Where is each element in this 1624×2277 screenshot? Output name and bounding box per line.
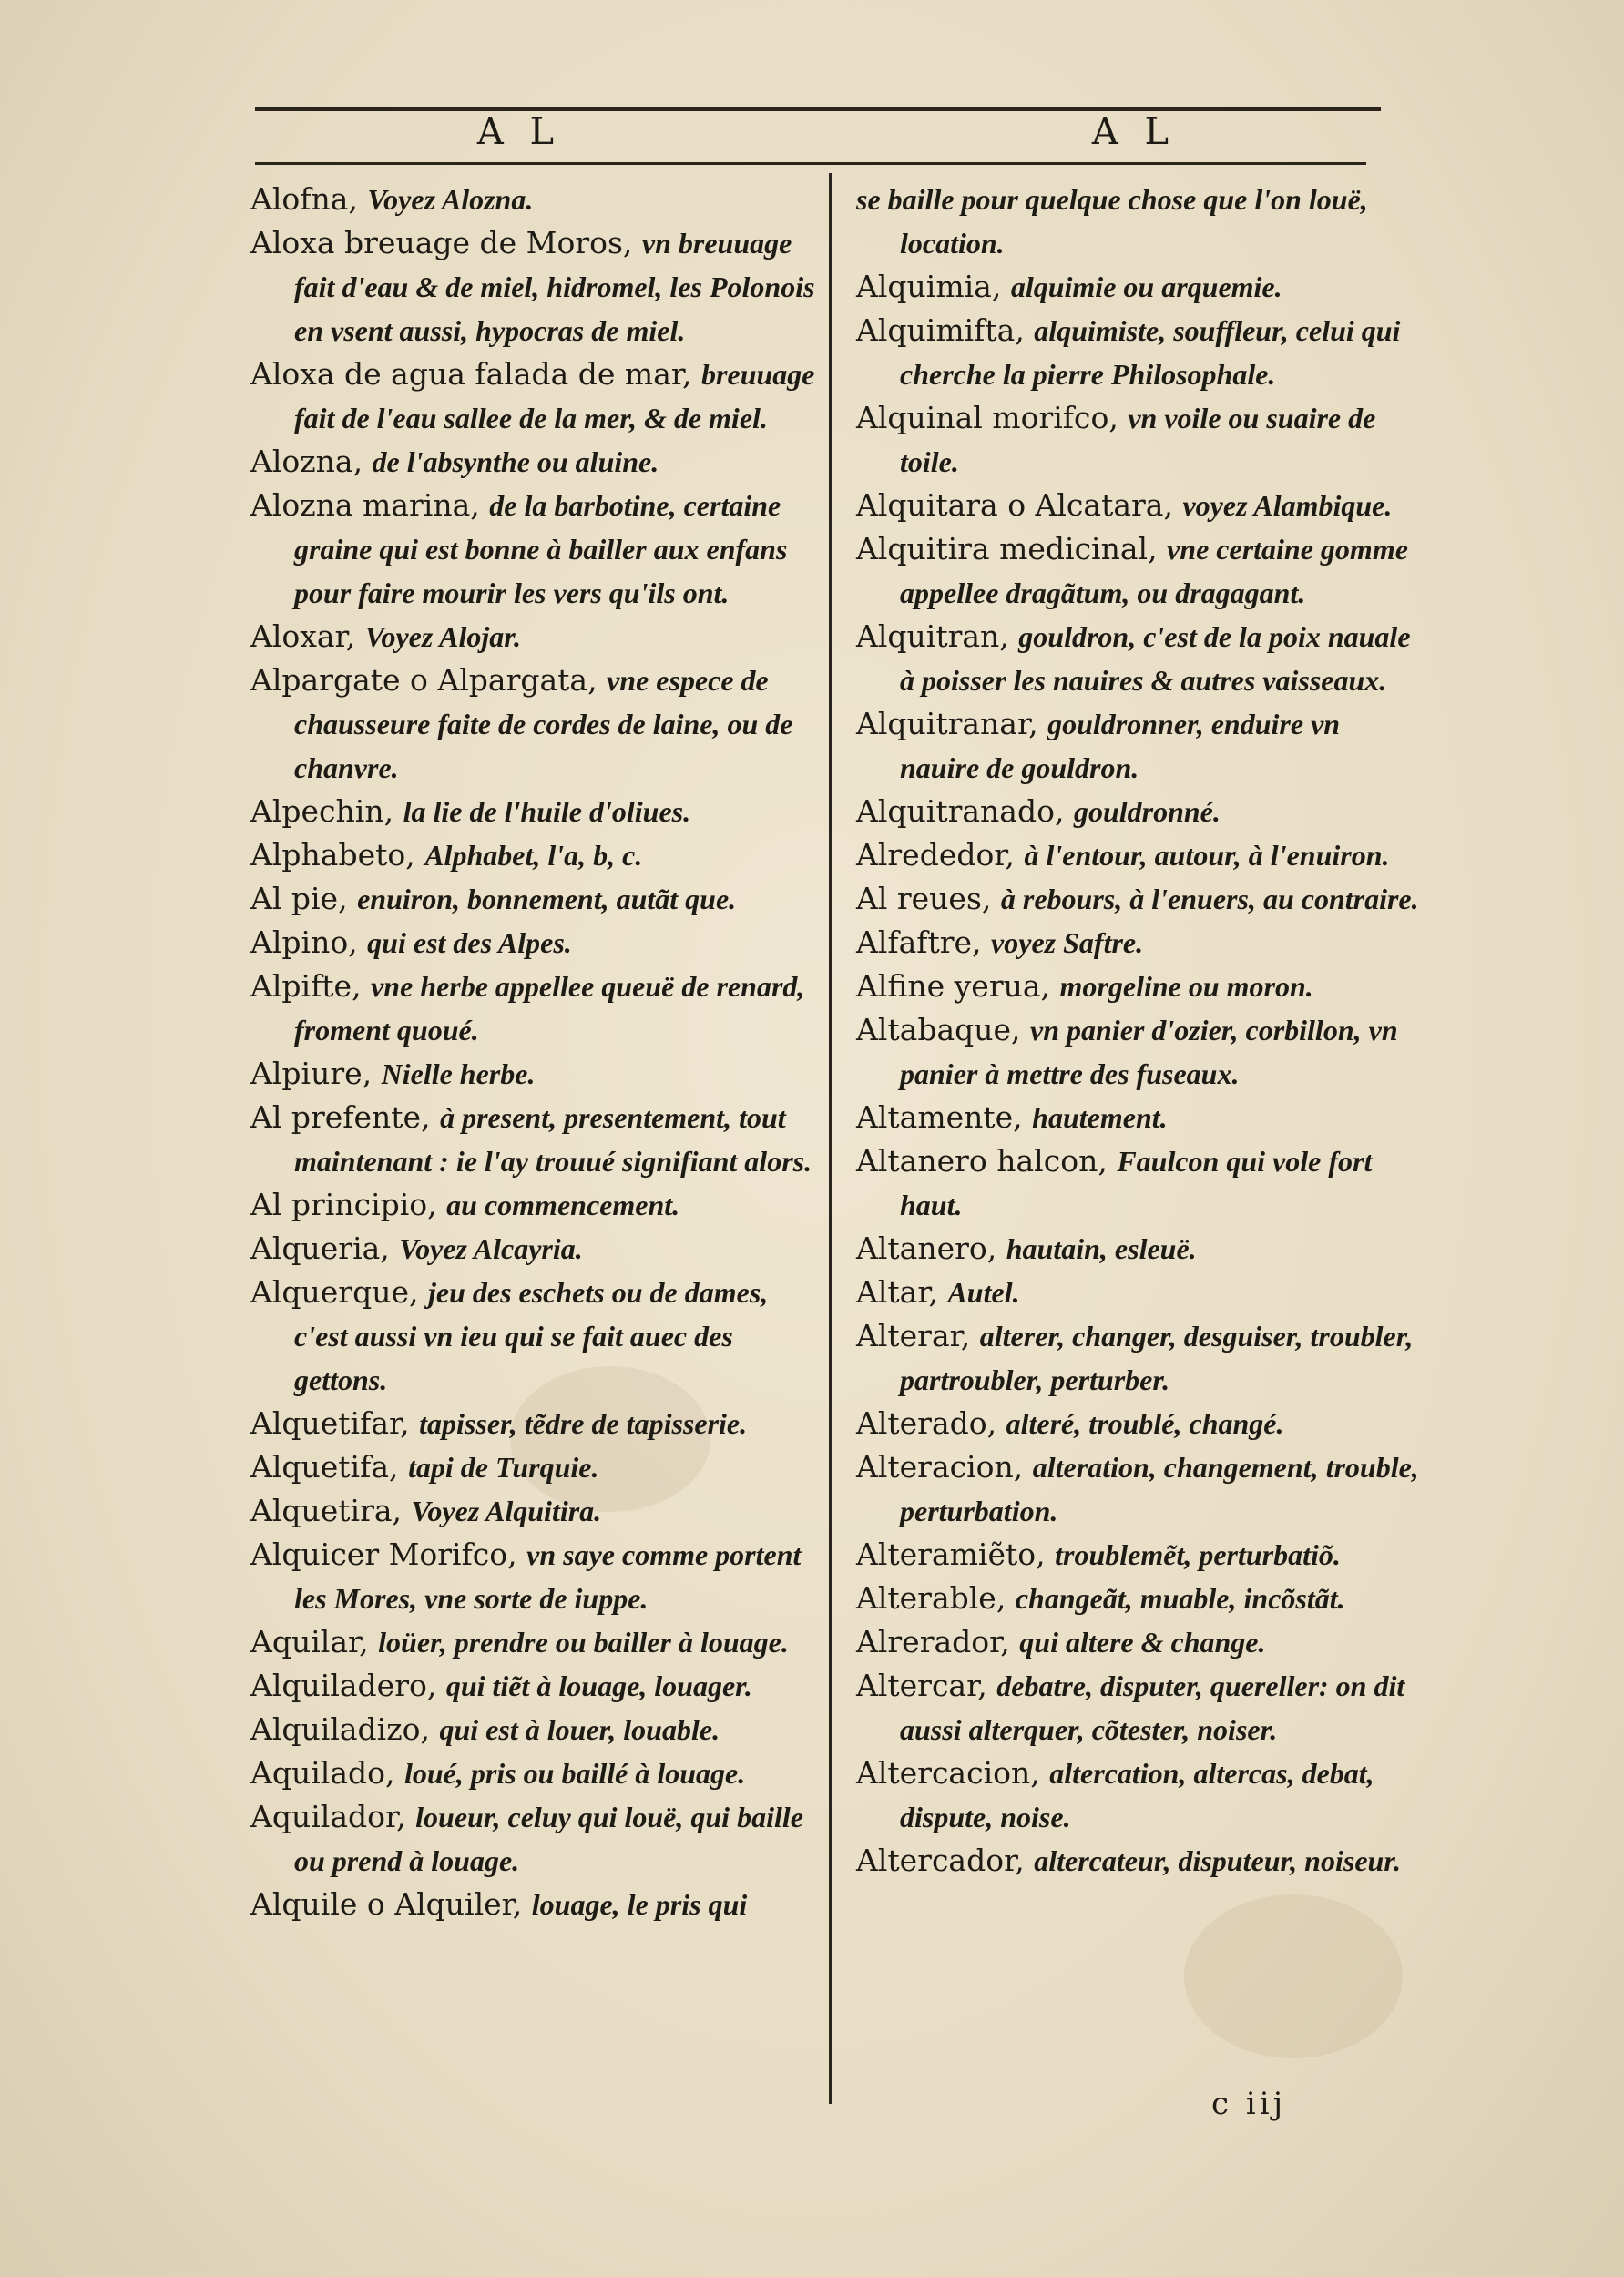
entry-headword: Alquinal morifco,	[856, 400, 1129, 435]
entry-definition: hautain, esleuë.	[1006, 1232, 1197, 1265]
dictionary-entry	[856, 1577, 1425, 1620]
right-column	[856, 178, 1425, 1883]
entry-headword: Alpargate o Alpargata,	[250, 662, 608, 698]
entry-definition: qui est des Alpes.	[367, 926, 572, 959]
entry-definition: troublemẽt, perturbatiõ.	[1055, 1538, 1341, 1571]
dictionary-entry	[856, 615, 1425, 702]
entry-headword: Alquitira medicinal,	[856, 531, 1168, 567]
entry-definition: vn panier d'ozier, corbillon, vn panier à mettre des fuseaux.	[900, 1014, 1398, 1090]
entry-headword: Altercador,	[856, 1843, 1035, 1878]
entry-headword: Alquerque,	[250, 1274, 428, 1310]
entry-headword: Aloxa breuage de Moros,	[250, 225, 642, 260]
entry-definition: tapi de Turquie.	[407, 1451, 599, 1484]
entry-definition: breuuage fait de l'eau sallee de la mer, & de miel.	[294, 358, 815, 434]
dictionary-entry	[250, 221, 820, 352]
dictionary-entry	[250, 659, 820, 790]
dictionary-entry	[856, 1314, 1425, 1402]
entry-headword: Aquilar,	[250, 1624, 379, 1659]
dictionary-entry	[250, 1533, 820, 1620]
dictionary-entry	[856, 1402, 1425, 1445]
dictionary-entry	[856, 396, 1425, 484]
entry-definition: Voyez Alcayria.	[399, 1232, 583, 1265]
dictionary-entry	[856, 1751, 1425, 1839]
entry-definition: louage, le pris qui	[531, 1888, 748, 1921]
entry-definition: qui altere & change.	[1019, 1626, 1266, 1659]
running-head-left: A L	[476, 111, 562, 153]
entry-headword: Alquitranado,	[856, 793, 1074, 829]
dictionary-entry	[856, 965, 1425, 1008]
dictionary-entry	[856, 1008, 1425, 1096]
dictionary-entry	[250, 921, 820, 965]
running-head-right: A L	[1091, 111, 1177, 153]
column-divider	[829, 173, 832, 2104]
entry-definition: Voyez Alojar.	[364, 620, 521, 653]
entry-definition: gouldronner, enduire vn nauire de gouldron.	[900, 708, 1341, 784]
entry-headword: Al pie,	[250, 881, 358, 916]
dictionary-entry	[856, 1445, 1425, 1533]
dictionary-entry	[856, 1620, 1425, 1664]
dictionary-entry	[250, 440, 820, 484]
entry-definition: qui tiẽt à louage, louager.	[445, 1669, 752, 1702]
entry-definition: loueur, celuy qui louë, qui baille ou prend à louage.	[294, 1801, 803, 1877]
dictionary-entry	[856, 1096, 1425, 1139]
entry-headword: Alrededor,	[856, 837, 1025, 873]
entry-definition: qui est à louer, louable.	[439, 1713, 720, 1746]
entry-headword: Aquilado,	[250, 1755, 404, 1791]
dictionary-entry	[250, 352, 820, 440]
entry-headword: Alquetifa,	[250, 1449, 408, 1485]
dictionary-entry	[250, 833, 820, 877]
dictionary-entry	[250, 1883, 820, 1926]
dictionary-entry	[856, 702, 1425, 790]
entry-headword: Alteramiẽto,	[856, 1537, 1056, 1572]
entry-headword: Alozna,	[250, 444, 373, 479]
entry-headword: Alfine yerua,	[856, 968, 1060, 1004]
entry-definition: à l'entour, autour, à l'enuiron.	[1024, 839, 1390, 872]
entry-definition: jeu des eschets ou de dames, c'est aussi vn ieu qui se fait auec des gettons.	[294, 1276, 769, 1396]
dictionary-entry	[856, 178, 1425, 265]
dictionary-entry	[856, 1271, 1425, 1314]
entry-definition: loüer, prendre ou bailler à louage.	[378, 1626, 789, 1659]
entry-headword: Altabaque,	[856, 1012, 1031, 1047]
dictionary-entry	[250, 615, 820, 659]
entry-definition: vne herbe appellee queuë de renard, froment quoué.	[294, 970, 805, 1047]
entry-definition: altercation, altercas, debat, dispute, noise.	[900, 1757, 1374, 1833]
entry-definition: gouldronné.	[1073, 795, 1221, 828]
entry-headword: Alpechin,	[250, 793, 403, 829]
entry-headword: Aloxar,	[250, 618, 365, 654]
entry-definition: loué, pris ou baillé à louage.	[403, 1757, 746, 1790]
entry-headword: Alquetira,	[250, 1493, 412, 1528]
dictionary-entry	[250, 1271, 820, 1402]
dictionary-entry	[250, 1708, 820, 1751]
dictionary-entry	[856, 265, 1425, 309]
dictionary-entry	[250, 1402, 820, 1445]
dictionary-entry	[250, 1489, 820, 1533]
header-rule-top	[255, 107, 1381, 111]
dictionary-entry	[856, 1139, 1425, 1227]
entry-definition: altercateur, disputeur, noiseur.	[1034, 1844, 1401, 1877]
entry-headword: Alqueria,	[250, 1230, 400, 1266]
header-rule-bottom	[255, 162, 1366, 165]
entry-headword: Aloxa de agua falada de mar,	[250, 356, 702, 392]
dictionary-entry	[250, 1751, 820, 1795]
entry-headword: Alquicer Morifco,	[250, 1537, 527, 1572]
entry-definition: la lie de l'huile d'oliues.	[403, 795, 691, 828]
entry-headword: Alquiladizo,	[250, 1711, 440, 1747]
dictionary-entry	[250, 1096, 820, 1183]
entry-definition: vn voile ou suaire de toile.	[900, 402, 1376, 478]
entry-definition: morgeline ou moron.	[1059, 970, 1313, 1003]
dictionary-entry	[250, 1052, 820, 1096]
dictionary-entry	[856, 1227, 1425, 1271]
dictionary-entry	[250, 484, 820, 615]
signature-mark: c iij	[1211, 2086, 1287, 2122]
dictionary-entry	[250, 1445, 820, 1489]
entry-headword: Alquitranar,	[856, 706, 1048, 741]
entry-definition: vne certaine gomme appellee dragãtum, ou dragagant.	[900, 533, 1408, 609]
entry-headword: Altercacion,	[856, 1755, 1050, 1791]
dictionary-entry	[856, 921, 1425, 965]
dictionary-entry	[856, 790, 1425, 833]
entry-headword: Alquitran,	[856, 618, 1019, 654]
entry-definition: se baille pour quelque chose que l'on louë, location.	[856, 183, 1368, 260]
dictionary-entry	[250, 965, 820, 1052]
dictionary-entry	[856, 1533, 1425, 1577]
entry-definition: de l'absynthe ou aluine.	[372, 445, 659, 478]
dictionary-entry	[856, 1839, 1425, 1883]
entry-headword: Al prefente,	[250, 1099, 441, 1135]
dictionary-entry	[856, 527, 1425, 615]
entry-headword: Altercar,	[856, 1668, 997, 1703]
entry-definition: alquimie ou arquemie.	[1010, 271, 1282, 303]
entry-definition: à present, presentement, tout maintenant : ie l'ay trouué signifiant alors.	[294, 1101, 812, 1178]
entry-headword: Alquile o Alquiler,	[250, 1886, 532, 1922]
entry-headword: Alquitara o Alcatara,	[856, 487, 1183, 523]
entry-definition: à rebours, à l'enuers, au contraire.	[1000, 883, 1419, 915]
entry-headword: Alquimifta,	[856, 312, 1035, 348]
dictionary-entry	[250, 1795, 820, 1883]
entry-headword: Alrerador,	[856, 1624, 1020, 1659]
entry-definition: vn saye comme portent les Mores, vne sorte de iuppe.	[294, 1538, 802, 1615]
entry-definition: Autel.	[947, 1276, 1020, 1309]
entry-definition: alterer, changer, desguiser, troubler, partroubler, perturber.	[900, 1320, 1414, 1396]
entry-definition: debatre, disputer, quereller: on dit aussi alterquer, cõtester, noiser.	[900, 1669, 1405, 1746]
entry-definition: Voyez Alquitira.	[411, 1495, 602, 1527]
dictionary-entry	[856, 1664, 1425, 1751]
dictionary-entry	[250, 877, 820, 921]
entry-headword: Alquetifar,	[250, 1405, 420, 1441]
entry-headword: Alterable,	[856, 1580, 1016, 1616]
entry-headword: Alpino,	[250, 924, 368, 960]
entry-definition: de la barbotine, certaine graine qui est bonne à bailler aux enfans pour faire mourir les vers qu'ils ont.	[294, 489, 788, 609]
entry-definition: voyez Saftre.	[991, 926, 1144, 959]
entry-definition: alteré, troublé, changé.	[1006, 1407, 1284, 1440]
entry-headword: Aquilador,	[250, 1799, 416, 1834]
entry-definition: Voyez Alozna.	[367, 183, 534, 216]
entry-headword: Alfaftre,	[856, 924, 992, 960]
entry-headword: Altar,	[856, 1274, 948, 1310]
entry-headword: Alpiure,	[250, 1056, 382, 1091]
dictionary-entry	[250, 790, 820, 833]
dictionary-entry	[856, 309, 1425, 396]
entry-definition: alteration, changement, trouble, perturbation.	[900, 1451, 1419, 1527]
entry-headword: Al principio,	[250, 1187, 447, 1222]
entry-definition: hautement.	[1032, 1101, 1168, 1134]
dictionary-entry	[856, 484, 1425, 527]
entry-headword: Al reues,	[856, 881, 1001, 916]
entry-definition: Faulcon qui vole fort haut.	[900, 1145, 1373, 1221]
entry-definition: vn breuuage fait d'eau & de miel, hidromel, les Polonois en vsent aussi, hypocras de miel.	[294, 227, 815, 347]
entry-headword: Alpifte,	[250, 968, 372, 1004]
entry-headword: Altamente,	[856, 1099, 1033, 1135]
entry-definition: Alphabet, l'a, b, c.	[424, 839, 643, 872]
dictionary-entry	[250, 1227, 820, 1271]
entry-headword: Alofna,	[250, 181, 368, 217]
entry-headword: Altanero halcon,	[856, 1143, 1118, 1179]
entry-headword: Alquiladero,	[250, 1668, 446, 1703]
entry-headword: Alterado,	[856, 1405, 1006, 1441]
entry-definition: au commencement.	[446, 1189, 680, 1221]
entry-headword: Alteracion,	[856, 1449, 1033, 1485]
entry-definition: tapisser, tẽdre de tapisserie.	[419, 1407, 748, 1440]
dictionary-entry	[856, 877, 1425, 921]
entry-definition: gouldron, c'est de la poix nauale à poisser les nauires & autres vaisseaux.	[900, 620, 1411, 697]
entry-headword: Alphabeto,	[250, 837, 425, 873]
entry-headword: Altanero,	[856, 1230, 1006, 1266]
entry-definition: alquimiste, souffleur, celui qui cherche la pierre Philosophale.	[900, 314, 1401, 391]
entry-definition: enuiron, bonnement, autãt que.	[357, 883, 737, 915]
entry-headword: Alterar,	[856, 1318, 980, 1353]
dictionary-entry	[250, 1620, 820, 1664]
dictionary-entry	[250, 178, 820, 221]
left-column	[250, 178, 820, 1926]
entry-definition: vne espece de chausseure faite de cordes de laine, ou de chanvre.	[294, 664, 793, 784]
entry-definition: changeãt, muable, incõstãt.	[1015, 1582, 1345, 1615]
entry-headword: Alquimia,	[856, 269, 1011, 304]
dictionary-entry	[250, 1183, 820, 1227]
dictionary-entry	[856, 833, 1425, 877]
entry-definition: Nielle herbe.	[381, 1057, 536, 1090]
entry-definition: voyez Alambique.	[1182, 489, 1393, 522]
entry-headword: Alozna marina,	[250, 487, 490, 523]
dictionary-entry	[250, 1664, 820, 1708]
